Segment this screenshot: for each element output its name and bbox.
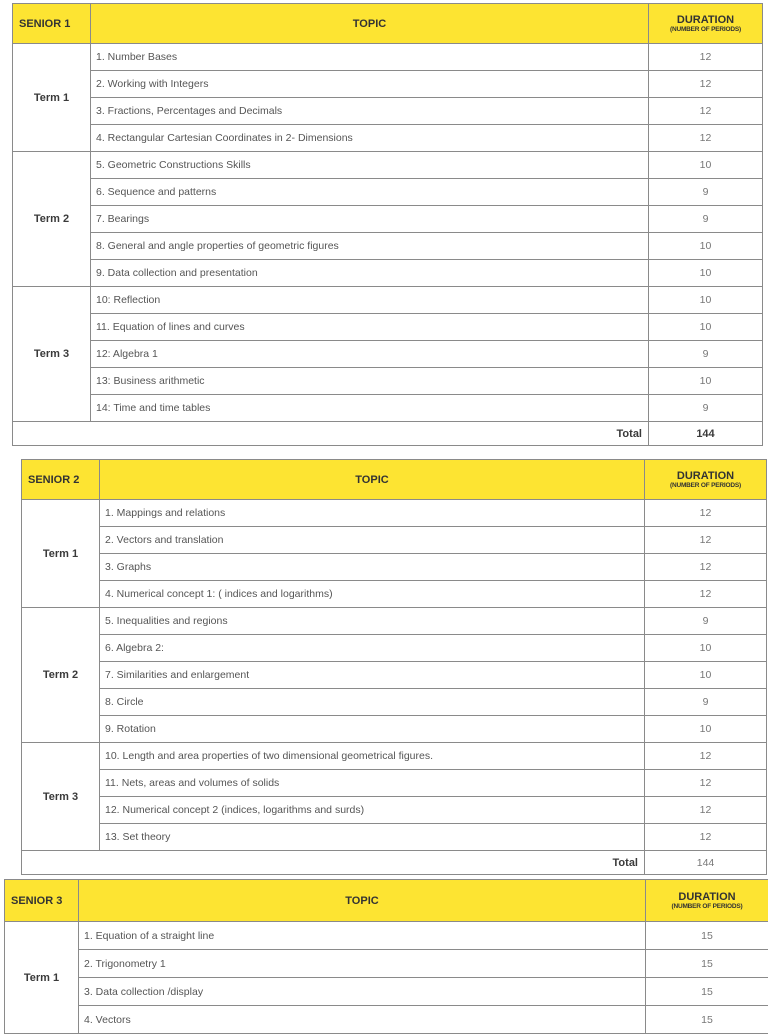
topic-cell: 13. Set theory	[100, 824, 645, 851]
topic-cell: 2. Vectors and translation	[100, 527, 645, 554]
term-label: Term 1	[22, 500, 100, 608]
topic-cell: 3. Data collection /display	[79, 978, 646, 1006]
duration-subtitle: (NUMBER OF PERIODS)	[645, 482, 766, 490]
table-row	[13, 233, 763, 260]
table-row	[22, 527, 767, 554]
table-row	[13, 71, 763, 98]
table-row	[13, 314, 763, 341]
topic-cell: 6. Algebra 2:	[100, 635, 645, 662]
senior-2-section	[21, 459, 766, 875]
periods-cell: 12	[645, 554, 767, 581]
table-row	[22, 662, 767, 689]
topic-cell: 11. Equation of lines and curves	[91, 314, 649, 341]
periods-cell: 15	[646, 1006, 768, 1034]
table-row	[13, 287, 763, 314]
periods-cell: 10	[649, 368, 763, 395]
topic-cell: 7. Similarities and enlargement	[100, 662, 645, 689]
periods-cell: 12	[645, 500, 767, 527]
term-label: Term 1	[13, 44, 91, 152]
periods-cell: 15	[646, 950, 768, 978]
term-label: Term 1	[5, 922, 79, 1034]
table-row	[22, 554, 767, 581]
topic-cell: 4. Rectangular Cartesian Coordinates in 2- Dimensions	[91, 125, 649, 152]
periods-cell: 12	[645, 770, 767, 797]
duration-subtitle: (NUMBER OF PERIODS)	[646, 903, 768, 911]
periods-cell: 10	[649, 233, 763, 260]
table-row	[22, 581, 767, 608]
table-row	[13, 341, 763, 368]
topic-cell: 2. Working with Integers	[91, 71, 649, 98]
topic-cell: 12: Algebra 1	[91, 341, 649, 368]
topic-cell: 5. Geometric Constructions Skills	[91, 152, 649, 179]
table-row	[13, 152, 763, 179]
periods-cell: 12	[645, 527, 767, 554]
topic-cell: 7. Bearings	[91, 206, 649, 233]
duration-header	[645, 460, 767, 500]
senior-1-section	[12, 3, 762, 446]
total-value: 144	[649, 422, 763, 446]
senior-label: SENIOR 1	[13, 4, 91, 44]
topic-cell: 12. Numerical concept 2 (indices, logarithms and surds)	[100, 797, 645, 824]
periods-cell: 9	[649, 395, 763, 422]
table-row	[22, 716, 767, 743]
topic-cell: 4. Numerical concept 1: ( indices and logarithms)	[100, 581, 645, 608]
term-label: Term 3	[13, 287, 91, 422]
senior-2-table	[21, 459, 767, 875]
periods-cell: 15	[646, 922, 768, 950]
duration-title: DURATION	[645, 470, 766, 482]
table-row	[13, 98, 763, 125]
topic-cell: 1. Number Bases	[91, 44, 649, 71]
table-header-row	[5, 880, 768, 922]
periods-cell: 10	[649, 314, 763, 341]
table-row	[5, 978, 768, 1006]
total-label: Total	[13, 422, 649, 446]
periods-cell: 12	[645, 743, 767, 770]
senior-label: SENIOR 2	[22, 460, 100, 500]
senior-3-table	[4, 879, 768, 1034]
periods-cell: 9	[645, 689, 767, 716]
topic-cell: 10: Reflection	[91, 287, 649, 314]
table-row	[5, 922, 768, 950]
topic-cell: 9. Data collection and presentation	[91, 260, 649, 287]
topic-cell: 5. Inequalities and regions	[100, 608, 645, 635]
periods-cell: 12	[649, 98, 763, 125]
table-row	[22, 635, 767, 662]
topic-cell: 10. Length and area properties of two dimensional geometrical figures.	[100, 743, 645, 770]
total-row	[22, 851, 767, 875]
topic-header: TOPIC	[100, 460, 645, 500]
topic-cell: 13: Business arithmetic	[91, 368, 649, 395]
table-header-row	[13, 4, 763, 44]
duration-title: DURATION	[646, 891, 768, 903]
topic-cell: 8. General and angle properties of geometric figures	[91, 233, 649, 260]
periods-cell: 10	[645, 662, 767, 689]
table-row	[22, 770, 767, 797]
duration-header	[649, 4, 763, 44]
table-row	[13, 395, 763, 422]
senior-1-table	[12, 3, 763, 446]
periods-cell: 9	[649, 206, 763, 233]
periods-cell: 9	[649, 179, 763, 206]
periods-cell: 12	[649, 44, 763, 71]
table-row	[22, 824, 767, 851]
periods-cell: 15	[646, 978, 768, 1006]
table-row	[5, 950, 768, 978]
table-row	[22, 500, 767, 527]
table-row	[13, 260, 763, 287]
topic-cell: 8. Circle	[100, 689, 645, 716]
periods-cell: 9	[649, 341, 763, 368]
topic-cell: 3. Fractions, Percentages and Decimals	[91, 98, 649, 125]
term-label: Term 3	[22, 743, 100, 851]
total-value: 144	[645, 851, 767, 875]
senior-label: SENIOR 3	[5, 880, 79, 922]
topic-header: TOPIC	[91, 4, 649, 44]
topic-cell: 3. Graphs	[100, 554, 645, 581]
periods-cell: 10	[645, 716, 767, 743]
topic-cell: 11. Nets, areas and volumes of solids	[100, 770, 645, 797]
periods-cell: 9	[645, 608, 767, 635]
table-row	[22, 797, 767, 824]
table-row	[22, 689, 767, 716]
total-label: Total	[22, 851, 645, 875]
table-row	[13, 206, 763, 233]
periods-cell: 12	[649, 125, 763, 152]
topic-cell: 14: Time and time tables	[91, 395, 649, 422]
topic-cell: 2. Trigonometry 1	[79, 950, 646, 978]
periods-cell: 12	[645, 797, 767, 824]
periods-cell: 12	[649, 71, 763, 98]
duration-subtitle: (NUMBER OF PERIODS)	[649, 26, 762, 34]
table-row	[13, 179, 763, 206]
topic-cell: 9. Rotation	[100, 716, 645, 743]
topic-cell: 1. Equation of a straight line	[79, 922, 646, 950]
table-header-row	[22, 460, 767, 500]
total-row	[13, 422, 763, 446]
topic-cell: 1. Mappings and relations	[100, 500, 645, 527]
table-row	[22, 743, 767, 770]
senior-3-section	[4, 879, 768, 1034]
term-label: Term 2	[22, 608, 100, 743]
duration-title: DURATION	[649, 14, 762, 26]
table-row	[13, 44, 763, 71]
periods-cell: 10	[645, 635, 767, 662]
periods-cell: 10	[649, 260, 763, 287]
table-row	[22, 608, 767, 635]
periods-cell: 10	[649, 152, 763, 179]
topic-cell: 4. Vectors	[79, 1006, 646, 1034]
topic-cell: 6. Sequence and patterns	[91, 179, 649, 206]
duration-header	[646, 880, 768, 922]
table-row	[13, 368, 763, 395]
table-row	[5, 1006, 768, 1034]
term-label: Term 2	[13, 152, 91, 287]
table-row	[13, 125, 763, 152]
periods-cell: 12	[645, 824, 767, 851]
periods-cell: 10	[649, 287, 763, 314]
periods-cell: 12	[645, 581, 767, 608]
topic-header: TOPIC	[79, 880, 646, 922]
